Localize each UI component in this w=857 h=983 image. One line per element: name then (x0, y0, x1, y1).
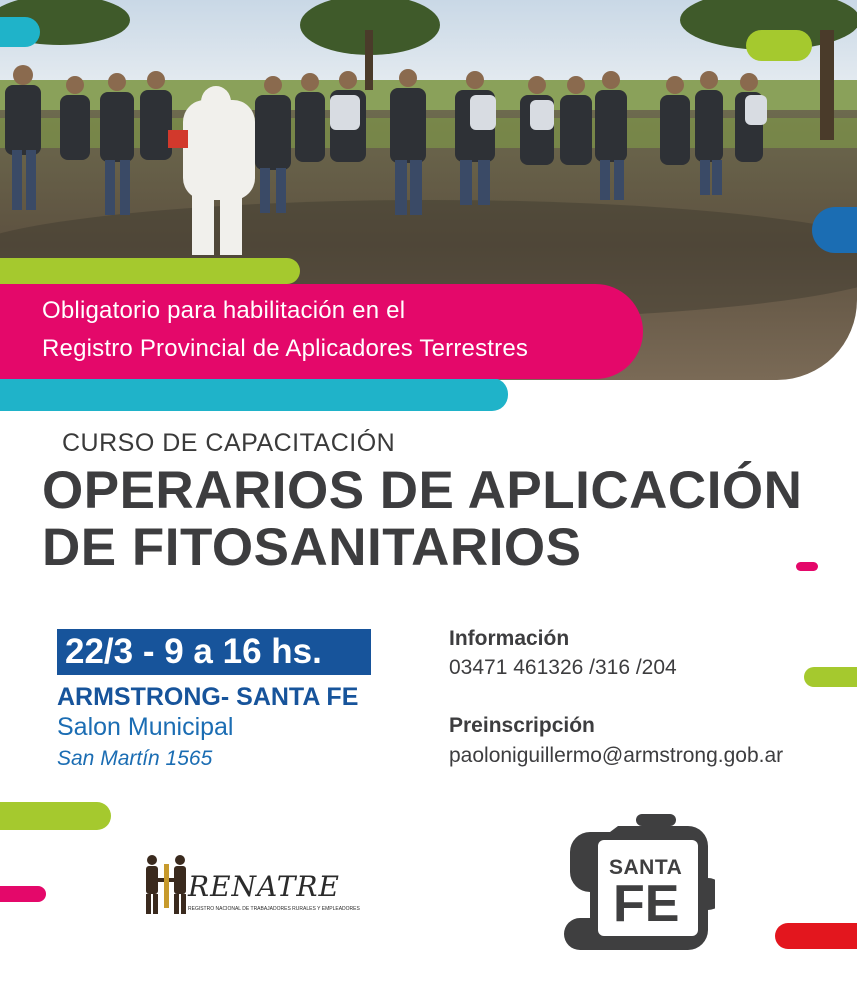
email-address[interactable]: paoloniguillermo@armstrong.gob.ar (449, 744, 784, 767)
blue-pill-right (812, 207, 857, 253)
lime-bar-upper (0, 258, 300, 284)
lime-bar-lower (0, 802, 111, 830)
lime-pill-top-right (746, 30, 812, 61)
lime-pill-right (804, 667, 857, 687)
banner-line-1: Obligatorio para habilitación en el (42, 297, 406, 324)
santa-fe-logo (560, 812, 715, 954)
banner-line-2: Registro Provincial de Aplicadores Terrestres (42, 335, 529, 362)
cyan-bar (0, 378, 508, 411)
cyan-pill-top-left (0, 17, 40, 47)
event-city: ARMSTRONG- SANTA FE (57, 683, 359, 711)
date-time: 22/3 - 9 a 16 hs. (65, 632, 322, 671)
requirement-banner (0, 284, 643, 379)
event-address: San Martín 1565 (57, 747, 213, 770)
course-title-line-2: DE FITOSANITARIOS (42, 518, 582, 577)
preinscription-label: Preinscripción (449, 714, 595, 737)
course-kicker: CURSO DE CAPACITACIÓN (62, 429, 396, 457)
magenta-dot-left (0, 886, 46, 902)
event-venue: Salon Municipal (57, 713, 234, 741)
info-label: Información (449, 627, 570, 650)
renatre-name: RENATRE (188, 870, 340, 903)
magenta-dash (796, 562, 818, 571)
course-title-line-1: OPERARIOS DE APLICACIÓN (42, 461, 803, 520)
santa-fe-line-2: FE (613, 875, 680, 933)
red-pill-bottom-right (775, 923, 857, 949)
date-badge (57, 629, 371, 675)
santa-fe-line-1: SANTA (609, 856, 683, 879)
phone-number: 03471 461326 /316 /204 (449, 656, 677, 679)
renatre-logo (140, 852, 360, 918)
renatre-subtitle: REGISTRO NACIONAL DE TRABAJADORES RURALES Y EMPLEADORES (188, 906, 360, 912)
